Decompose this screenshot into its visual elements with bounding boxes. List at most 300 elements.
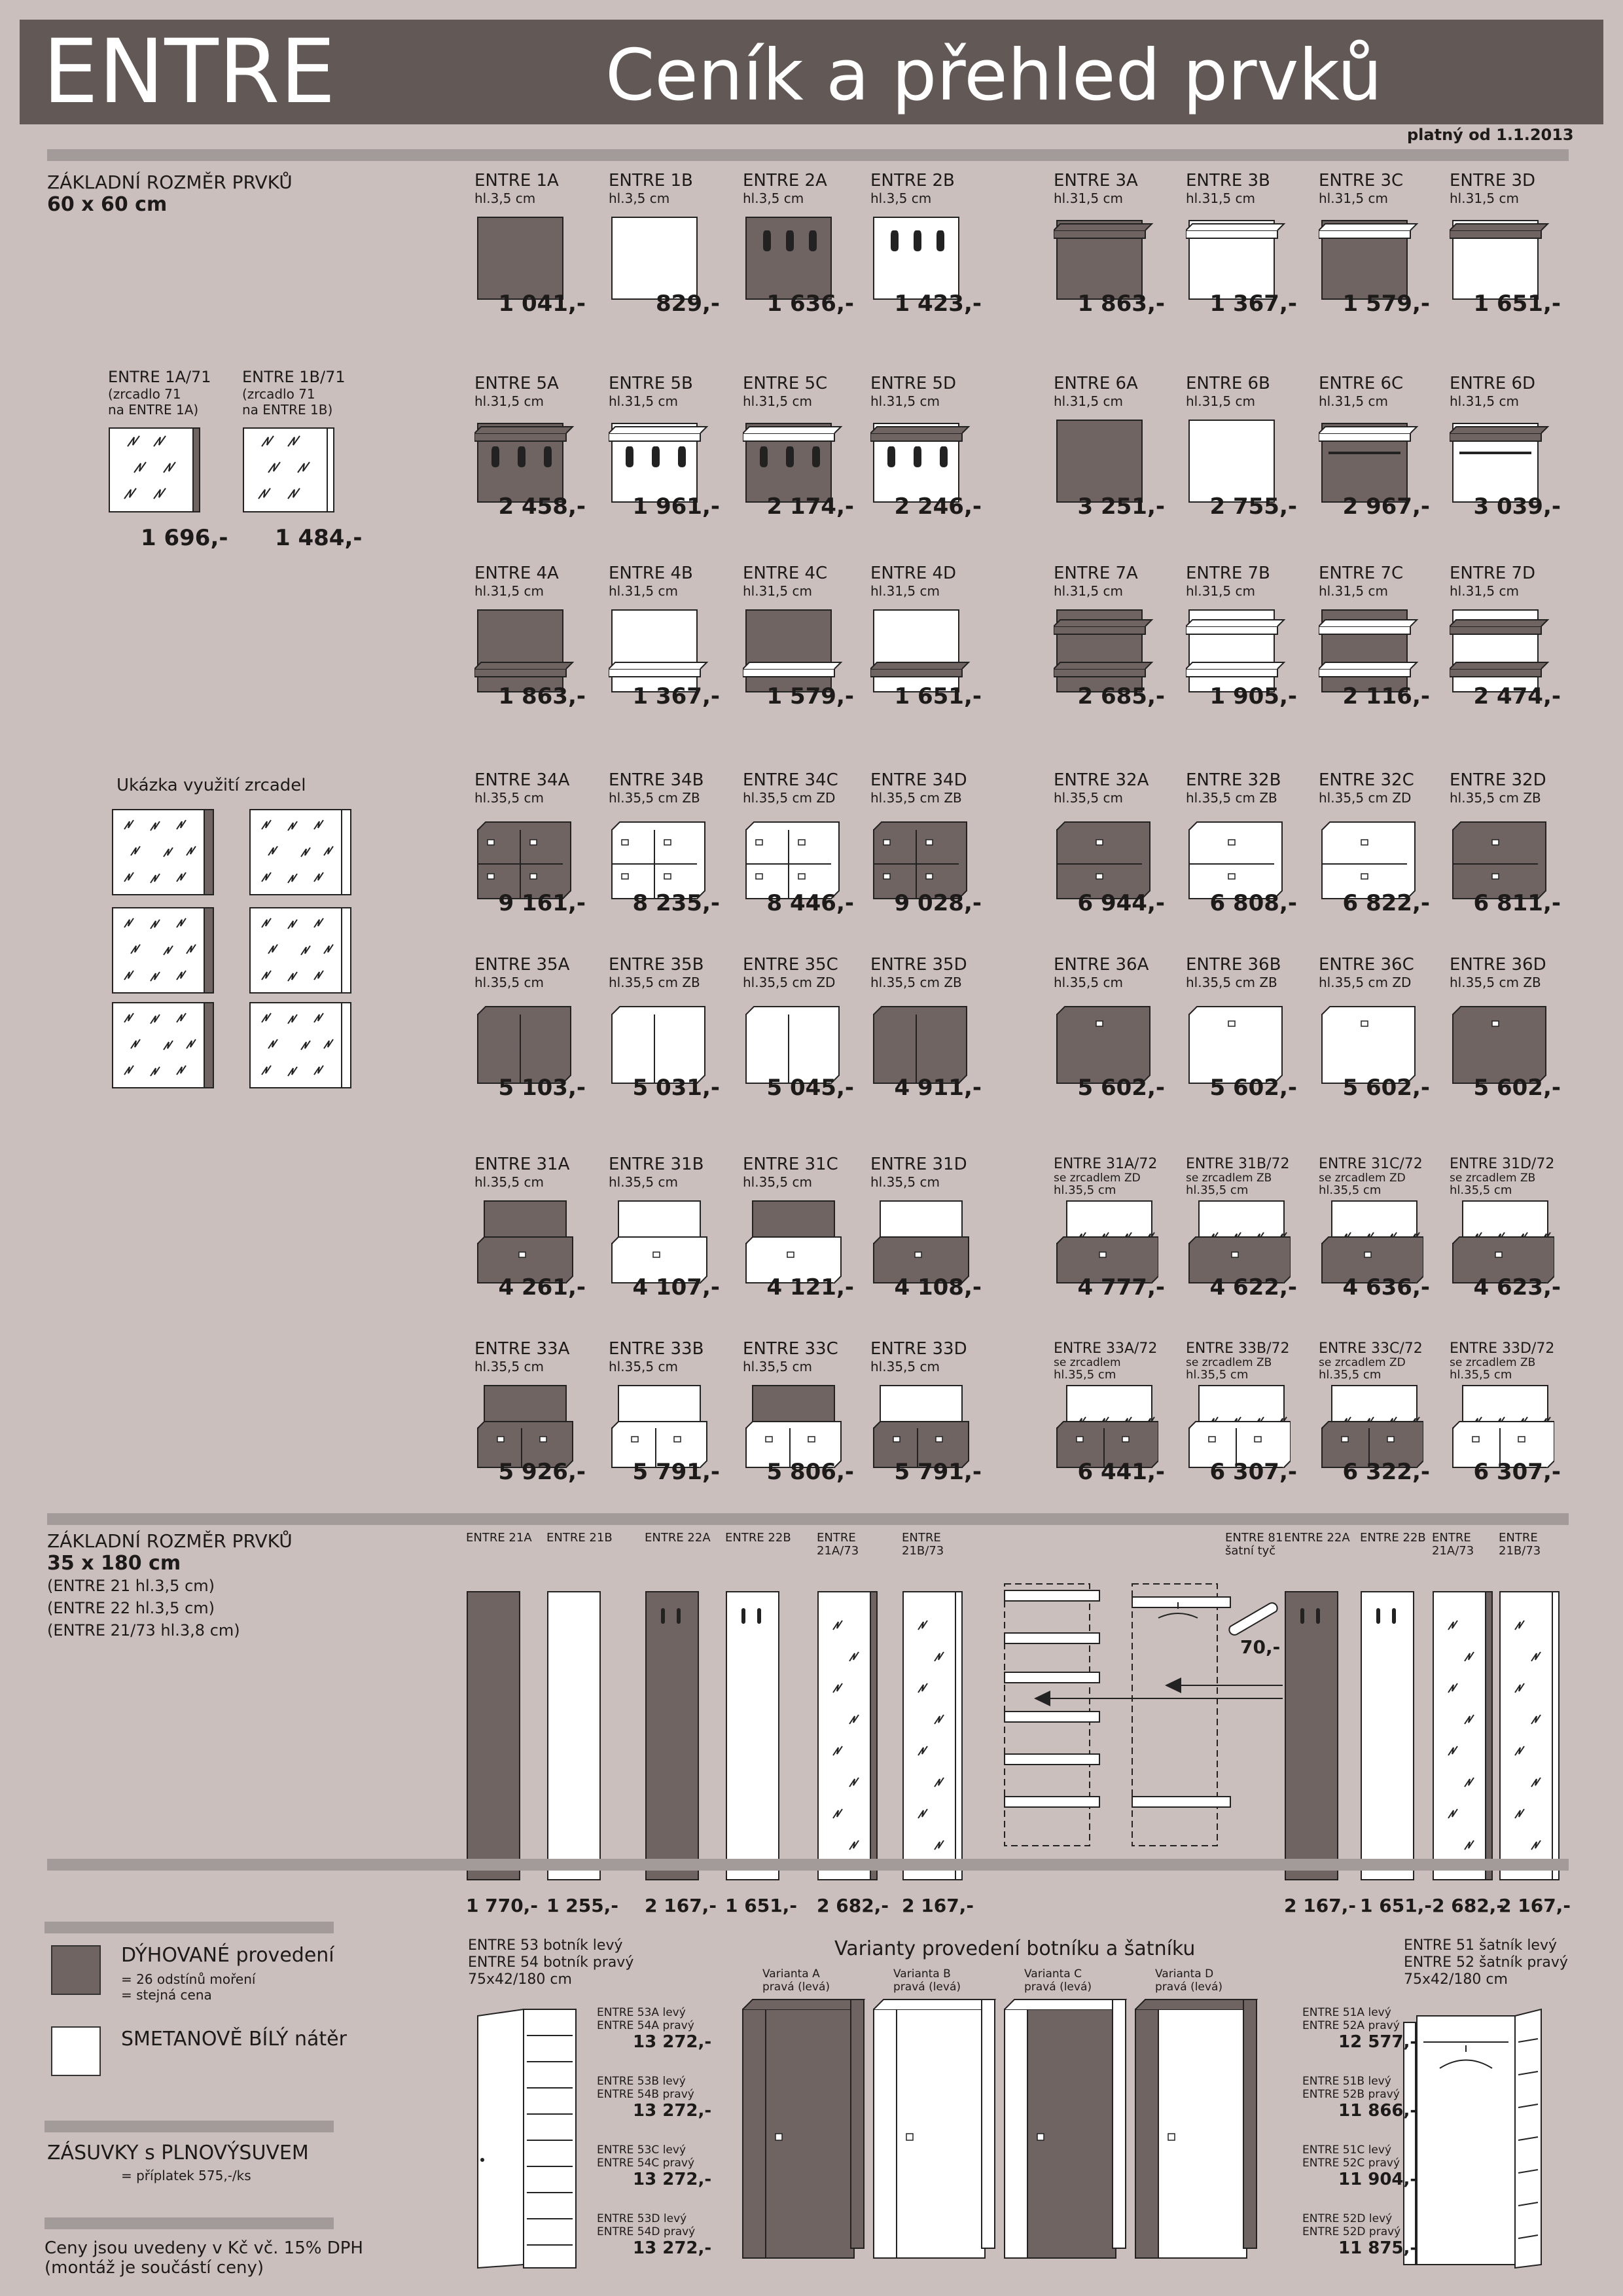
mirror-demo-drawing [111,808,360,1096]
variant-side: pravá (levá) [893,1981,961,1994]
product-name: ENTRE 2B [870,171,955,190]
product-drawing [609,1194,713,1286]
product-name: ENTRE 31A/72 [1054,1156,1158,1172]
product-item [743,374,854,571]
product-item [1054,374,1165,571]
product-drawing [609,995,713,1086]
product-drawing [474,211,579,302]
product-item [609,956,720,1152]
product-price: 1 651,- [894,683,982,709]
section2-note: (ENTRE 22 hl.3,5 cm) [47,1599,215,1617]
variant-drawing [1001,1964,1132,2271]
product-price: 6 808,- [1209,890,1297,916]
product-price: 1 423,- [894,291,982,317]
veneer-swatch [51,1945,101,1995]
product-price: 5 602,- [1209,1075,1297,1101]
entry-line: ENTRE 51A levý [1302,2006,1391,2019]
product-name: ENTRE 33A/72 [1054,1340,1158,1357]
drawers-note: = příplatek 575,-/ks [121,2168,251,2183]
product-item [1319,771,1430,967]
product-drawing [743,211,847,302]
product-depth: hl.35,5 cm [474,1359,544,1374]
entry-price: 11 866,- [1338,2101,1418,2121]
product-depth: hl.31,5 cm [609,393,678,409]
section2-note: (ENTRE 21/73 hl.3,8 cm) [47,1621,240,1640]
wardrobe-price-entry [1302,2075,1417,2121]
product-depth: hl.35,5 cm [1450,1368,1512,1382]
product-drawing [1054,211,1158,302]
entry-line: ENTRE 52A pravý [1302,2019,1400,2032]
product-item [1450,564,1561,761]
product-depth: hl.31,5 cm [1319,393,1388,409]
section2-note: (ENTRE 21 hl.3,5 cm) [47,1577,215,1595]
tall-panel [1499,1531,1571,1916]
mirror-demo-label: Ukázka využití zrcadel [116,776,306,795]
product-depth: se zrcadlem [1054,1356,1121,1369]
product-name: ENTRE 6D [1450,374,1536,393]
product-drawing [1319,211,1423,302]
product-depth: hl.31,5 cm [474,583,544,599]
product-depth: hl.31,5 cm [1186,190,1255,206]
wardrobe-price-entry [1302,2144,1417,2189]
product-drawing [1319,995,1423,1086]
tall-name: ENTRE 22A [645,1531,711,1545]
page-title: Ceník a přehled prvků [605,35,1383,117]
product-name: ENTRE 36D [1450,955,1546,975]
product-drawing [1054,1379,1158,1471]
product-depth: hl.35,5 cm [609,1359,678,1374]
section1-size: 60 x 60 cm [47,193,168,216]
item-name: ENTRE 1A/71 [108,368,211,386]
product-name: ENTRE 36A [1054,955,1149,975]
entry-line: ENTRE 53A levý [597,2006,686,2019]
product-drawing [1186,1194,1291,1286]
product-name: ENTRE 4B [609,564,693,583]
tall-panel [546,1531,618,1916]
product-name: ENTRE 1B [609,171,693,190]
product-name: ENTRE 33C/72 [1319,1340,1423,1357]
product-price: 5 791,- [632,1459,720,1485]
tall-name: ENTRE 21B/73 [1499,1531,1541,1558]
product-item [1450,771,1561,967]
rod-price: 70,- [1240,1636,1281,1658]
product-price: 4 108,- [894,1274,982,1300]
product-price: 5 602,- [1342,1075,1430,1101]
product-price: 9 028,- [894,890,982,916]
tall-drawing [645,1558,717,1885]
item-note: na ENTRE 1A) [108,402,199,418]
product-price: 5 602,- [1473,1075,1561,1101]
product-item [474,1155,586,1352]
product-depth: hl.31,5 cm [1450,190,1519,206]
product-drawing [743,810,847,902]
product-depth: hl.31,5 cm [1450,393,1519,409]
product-name: ENTRE 34B [609,770,704,790]
product-depth: hl.35,5 cm [1450,1183,1512,1197]
product-drawing [609,414,713,505]
product-drawing [1319,1379,1423,1471]
entry-line: ENTRE 52C pravý [1302,2157,1400,2170]
mirror-item [242,368,363,564]
product-item [609,1340,720,1536]
product-depth: hl.35,5 cm ZB [1186,975,1277,990]
product-price: 3 039,- [1473,493,1561,520]
product-item [1450,374,1561,571]
item-price: 1 696,- [141,525,228,551]
product-item [1450,956,1561,1152]
entry-line: ENTRE 54D pravý [597,2225,696,2238]
product-price: 3 251,- [1077,493,1165,520]
product-price: 1 961,- [632,493,720,520]
product-drawing [609,1379,713,1471]
tall-price: 1 651,- [1360,1895,1432,1916]
product-price: 2 685,- [1077,683,1165,709]
product-drawing [1054,414,1158,505]
product-name: ENTRE 35B [609,955,704,975]
tall-price: 1 255,- [546,1895,618,1916]
veneer-note: = stejná cena [121,1987,212,2003]
shoe-cabinet-drawing [465,2003,596,2278]
product-item [1450,171,1561,368]
entry-line: ENTRE 51B levý [1302,2075,1391,2088]
product-name: ENTRE 33C [743,1339,838,1359]
product-depth: se zrcadlem ZB [1186,1172,1272,1185]
product-drawing [870,603,975,695]
product-item [1054,771,1165,967]
section1-title [47,171,293,216]
entry-line: ENTRE 52D levý [1302,2212,1393,2225]
product-drawing [1450,1194,1554,1286]
item-note: (zrcadlo 71 [108,386,181,402]
product-price: 1 367,- [1209,291,1297,317]
legend-bar [45,1922,334,1933]
product-drawing [1054,1194,1158,1286]
product-price: 4 623,- [1473,1274,1561,1300]
product-name: ENTRE 32B [1186,770,1281,790]
product-depth: hl.35,5 cm [1319,1368,1382,1382]
product-price: 1 636,- [766,291,854,317]
tall-name: ENTRE 22A [1284,1531,1350,1545]
product-name: ENTRE 6B [1186,374,1270,393]
variant-name: Varianta C [1024,1967,1082,1981]
shoe-header [468,1937,633,1988]
product-item [1319,956,1430,1152]
product-depth: se zrcadlem ZD [1319,1172,1406,1185]
product-item [1186,171,1297,368]
product-depth: hl.35,5 cm [474,975,544,990]
product-item [1054,171,1165,368]
tall-panel [1360,1531,1432,1916]
wardrobe-drawing [1400,2003,1544,2278]
tall-panel [645,1531,717,1916]
wardrobe-price-entry [1302,2006,1417,2052]
product-drawing [870,810,975,902]
rod-icon [1224,1597,1302,1636]
product-depth: hl.31,5 cm [1186,393,1255,409]
product-name: ENTRE 35C [743,955,838,975]
product-drawing [1450,995,1554,1086]
product-item [743,956,854,1152]
variant-side: pravá (levá) [1024,1981,1092,1994]
product-price: 1 579,- [766,683,854,709]
tall-name: ENTRE 21A [466,1531,532,1545]
variant-name: Varianta A [762,1967,820,1981]
product-price: 6 822,- [1342,890,1430,916]
product-depth: hl.35,5 cm [743,1359,812,1374]
product-name: ENTRE 34D [870,770,967,790]
product-price: 4 622,- [1209,1274,1297,1300]
product-price: 1 579,- [1342,291,1430,317]
product-price: 1 905,- [1209,683,1297,709]
product-name: ENTRE 35A [474,955,570,975]
product-depth: hl.31,5 cm [743,583,812,599]
product-price: 6 811,- [1473,890,1561,916]
product-depth: hl.31,5 cm [1054,583,1123,599]
product-name: ENTRE 5B [609,374,693,393]
entry-line: ENTRE 53B levý [597,2075,686,2088]
mirror-panel-drawing [242,427,340,518]
product-drawing [1319,414,1423,505]
product-item [743,171,854,368]
product-name: ENTRE 33A [474,1339,570,1359]
product-depth: se zrcadlem ZB [1450,1172,1536,1185]
mirror-item [108,368,228,564]
product-depth: hl.35,5 cm [1186,1368,1249,1382]
product-name: ENTRE 5D [870,374,957,393]
product-price: 829,- [656,291,720,317]
product-name: ENTRE 31C [743,1155,838,1174]
product-item [1054,1340,1165,1536]
product-price: 6 307,- [1473,1459,1561,1485]
product-name: ENTRE 34A [474,770,570,790]
variant-drawing [740,1964,870,2271]
product-name: ENTRE 31D/72 [1450,1156,1555,1172]
product-name: ENTRE 4A [474,564,559,583]
product-item [870,1340,982,1536]
valid-date: platný od 1.1.2013 [1407,126,1574,144]
entry-price: 12 577,- [1338,2032,1418,2052]
product-drawing [1186,414,1291,505]
product-item [1186,564,1297,761]
product-price: 2 174,- [766,493,854,520]
footer-note [45,2238,363,2278]
product-depth: hl.31,5 cm [1186,583,1255,599]
product-item [609,771,720,967]
product-depth: hl.3,5 cm [743,190,804,206]
product-name: ENTRE 32A [1054,770,1149,790]
tall-name: ENTRE 21A/73 [1432,1531,1474,1558]
wardrobe-title: ENTRE 52 šatník pravý [1404,1954,1568,1971]
tall-drawing [1432,1558,1504,1885]
rod-note: šatní tyč [1225,1544,1276,1558]
product-item [474,771,586,967]
product-item [870,956,982,1152]
wardrobe-header [1404,1937,1568,1988]
product-price: 4 636,- [1342,1274,1430,1300]
tall-name: ENTRE 22B [725,1531,791,1545]
tall-panel [1432,1531,1504,1916]
shoe-price-entry [597,2212,711,2258]
product-drawing [743,603,847,695]
product-price: 5 602,- [1077,1075,1165,1101]
product-depth: se zrcadlem ZB [1450,1356,1536,1369]
product-drawing [1450,810,1554,902]
product-drawing [743,995,847,1086]
divider-bar [47,1513,1569,1525]
product-depth: hl.31,5 cm [1054,393,1123,409]
product-item [743,771,854,967]
section2-heading: ZÁKLADNÍ ROZMĚR PRVKŮ [47,1530,293,1552]
tall-drawing [1499,1558,1571,1885]
product-price: 2 474,- [1473,683,1561,709]
variant-item [870,1964,1001,2278]
product-name: ENTRE 3D [1450,171,1536,190]
product-price: 5 926,- [498,1459,586,1485]
product-name: ENTRE 6A [1054,374,1138,393]
product-item [1319,564,1430,761]
product-drawing [743,1194,847,1286]
white-swatch [51,2026,101,2076]
item-name: ENTRE 1B/71 [242,368,346,386]
white-title: SMETANOVĚ BÍLÝ nátěr [121,2028,347,2051]
product-depth: hl.35,5 cm ZB [1450,790,1541,806]
product-depth: hl.31,5 cm [474,393,544,409]
entry-line: ENTRE 52B pravý [1302,2088,1400,2101]
product-price: 4 777,- [1077,1274,1165,1300]
product-name: ENTRE 33B/72 [1186,1340,1290,1357]
entry-price: 13 272,- [633,2032,712,2052]
product-depth: hl.3,5 cm [474,190,536,206]
product-drawing [1186,603,1291,695]
variant-drawing [1132,1964,1263,2271]
product-depth: hl.35,5 cm [609,1174,678,1190]
product-item [474,374,586,571]
entry-price: 11 875,- [1338,2238,1418,2258]
product-depth: hl.35,5 cm [1319,1183,1382,1197]
product-depth: hl.31,5 cm [609,583,678,599]
product-item [870,374,982,571]
product-price: 1 863,- [1077,291,1165,317]
product-name: ENTRE 7D [1450,564,1536,583]
product-item [870,771,982,967]
shoe-price-entry [597,2144,711,2189]
product-depth: hl.35,5 cm [1186,1183,1249,1197]
wardrobe-price-entry [1302,2212,1417,2258]
entry-line: ENTRE 53C levý [597,2144,687,2157]
product-drawing [474,1379,579,1471]
rod-name: ENTRE 81 [1225,1531,1283,1545]
product-price: 1 651,- [1473,291,1561,317]
rod-label [1225,1532,1283,1558]
footer-line: (montáž je součástí ceny) [45,2258,264,2278]
product-item [1319,374,1430,571]
divider-bar [47,1859,1569,1871]
product-name: ENTRE 6C [1319,374,1404,393]
product-price: 2 246,- [894,493,982,520]
product-item [743,564,854,761]
product-name: ENTRE 33D [870,1339,967,1359]
product-depth: hl.35,5 cm [743,1174,812,1190]
product-name: ENTRE 31C/72 [1319,1156,1423,1172]
entry-line: ENTRE 54A pravý [597,2019,694,2032]
product-price: 8 446,- [766,890,854,916]
product-item [1319,171,1430,368]
product-price: 5 031,- [632,1075,720,1101]
product-item [870,171,982,368]
product-drawing [870,995,975,1086]
variant-item [1001,1964,1132,2278]
product-name: ENTRE 7B [1186,564,1270,583]
product-drawing [1450,603,1554,695]
product-item [474,956,586,1152]
product-item [609,171,720,368]
product-depth: hl.35,5 cm ZD [743,790,836,806]
product-depth: hl.35,5 cm ZB [1186,790,1277,806]
product-depth: hl.35,5 cm [1054,790,1123,806]
product-depth: hl.31,5 cm [1319,583,1388,599]
product-name: ENTRE 3B [1186,171,1270,190]
tall-drawing [466,1558,538,1885]
product-depth: hl.35,5 cm ZB [870,790,962,806]
product-depth: hl.31,5 cm [1319,190,1388,206]
product-drawing [870,211,975,302]
product-price: 1 863,- [498,683,586,709]
product-drawing [474,995,579,1086]
product-drawing [1450,414,1554,505]
product-name: ENTRE 31A [474,1155,570,1174]
shoe-title: ENTRE 54 botník pravý [468,1954,634,1971]
product-price: 1 041,- [498,291,586,317]
product-price: 6 441,- [1077,1459,1165,1485]
item-price: 1 484,- [275,525,363,551]
product-name: ENTRE 4C [743,564,828,583]
variant-name: Varianta D [1155,1967,1214,1981]
wardrobe-title: ENTRE 51 šatník levý [1404,1937,1558,1954]
product-drawing [1450,211,1554,302]
product-drawing [1450,1379,1554,1471]
legend-bar [45,2121,334,2132]
tall-panel [817,1531,889,1916]
wardrobe-size: 75x42/180 cm [1404,1971,1508,1988]
product-drawing [1186,995,1291,1086]
product-depth: hl.3,5 cm [870,190,932,206]
tall-price: 2 682,- [1432,1895,1504,1916]
product-item [1186,771,1297,967]
entry-price: 11 904,- [1338,2170,1418,2189]
product-drawing [474,603,579,695]
product-price: 9 161,- [498,890,586,916]
product-price: 2 458,- [498,493,586,520]
section1-heading: ZÁKLADNÍ ROZMĚR PRVKŮ [47,171,293,193]
product-item [609,1155,720,1352]
entry-line: ENTRE 51C levý [1302,2144,1392,2157]
product-price: 5 045,- [766,1075,854,1101]
product-name: ENTRE 32C [1319,770,1414,790]
product-item [474,171,586,368]
entry-line: ENTRE 54B pravý [597,2088,694,2101]
product-drawing [1054,995,1158,1086]
variant-item [1132,1964,1263,2278]
product-name: ENTRE 34C [743,770,838,790]
product-name: ENTRE 32D [1450,770,1546,790]
product-item [1450,1340,1561,1536]
product-name: ENTRE 31D [870,1155,967,1174]
product-drawing [870,414,975,505]
product-item [474,564,586,761]
product-depth: hl.31,5 cm [870,583,940,599]
entry-price: 13 272,- [633,2101,712,2121]
product-depth: hl.35,5 cm [870,1174,940,1190]
